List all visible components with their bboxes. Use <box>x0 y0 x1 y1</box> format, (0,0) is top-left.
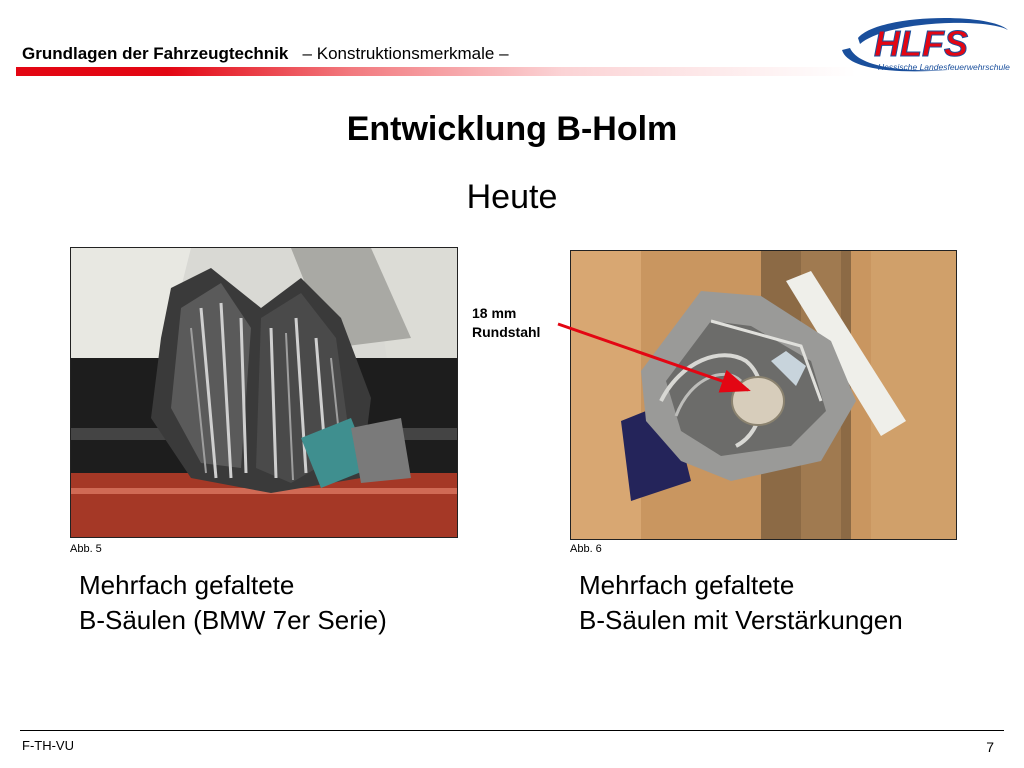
callout-line1: 18 mm <box>472 305 517 321</box>
caption-figure-5 <box>79 568 387 638</box>
callout-line2: Rundstahl <box>472 324 541 340</box>
slide-subtitle: Heute <box>466 178 558 216</box>
caption-5-line2: B-Säulen (BMW 7er Serie) <box>79 605 387 635</box>
caption-figure-6 <box>579 568 903 638</box>
footer-code: F-TH-VU <box>22 738 74 753</box>
course-title: Grundlagen der Fahrzeugtechnik <box>22 44 289 63</box>
figure-label-abb6: Abb. 6 <box>570 543 602 555</box>
svg-text:Hessische Landesfeuerwehrschul: Hessische Landesfeuerwehrschule <box>878 62 1010 72</box>
figure-label-abb5: Abb. 5 <box>70 543 102 555</box>
footer-divider <box>20 730 1004 731</box>
page-number: 7 <box>986 739 994 755</box>
section-title: – Konstruktionsmerkmale – <box>302 44 509 63</box>
caption-6-line1: Mehrfach gefaltete <box>579 570 795 600</box>
caption-6-line2: B-Säulen mit Verstärkungen <box>579 605 903 635</box>
caption-5-line1: Mehrfach gefaltete <box>79 570 295 600</box>
svg-text:HLFS: HLFS <box>874 23 968 64</box>
slide-title: Entwicklung B-Holm <box>346 110 678 148</box>
